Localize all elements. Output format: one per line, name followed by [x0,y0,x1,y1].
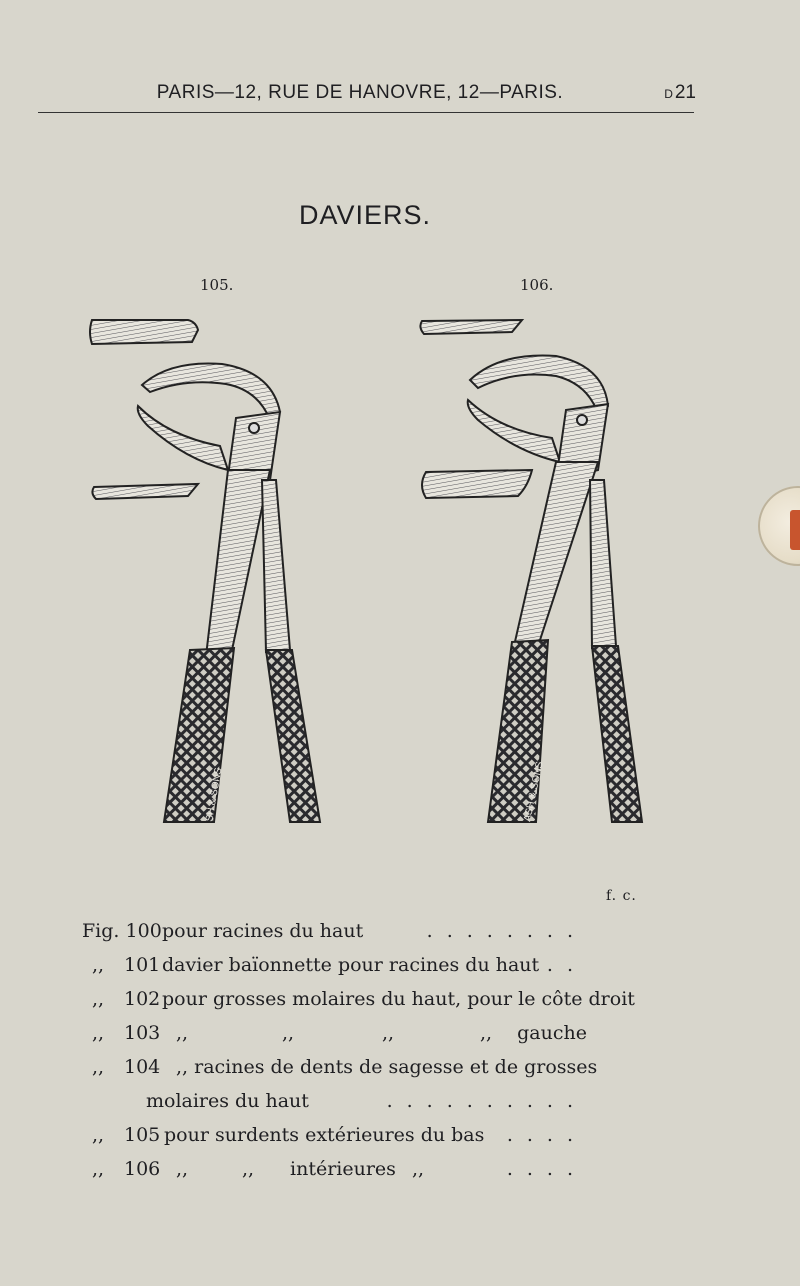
list-item [82,948,587,982]
right-grip-106 [592,646,642,822]
ditto-mark: ,, [480,1022,493,1044]
item-label: ,, [92,954,105,976]
list-item [82,1050,598,1084]
ditto-mark: ,, [242,1158,255,1180]
beak-detail-105-top [90,320,198,344]
pivot-screw-105 [249,423,259,433]
price-column-header: f. c. [606,888,637,904]
ditto-mark: ,, [382,1022,395,1044]
beak-detail-105-bottom [92,484,198,499]
maker-mark-106: ASH & SONS [522,760,546,823]
item-label: ,, [92,1022,105,1044]
left-grip-105 [164,648,234,822]
ditto-mark: ,, [412,1158,425,1180]
item-text: molaires du haut [146,1090,309,1112]
item-label: ,, [92,1124,105,1146]
figure-list [82,914,635,1186]
section-title: DAVIERS. [298,200,432,230]
right-handle-106 [590,480,616,648]
item-text: intérieures [290,1158,396,1180]
item-label: ,, [92,1056,105,1078]
item-text: pour grosses molaires du haut, pour le côte droit [162,988,635,1010]
item-text: ,, racines de dents de sagesse et de grosses [176,1056,598,1078]
list-item [82,1016,587,1050]
dot-leader: .... [506,1158,587,1180]
header-rule [38,112,694,113]
list-item-continuation [82,1084,587,1118]
dot-leader: ........ [426,920,587,942]
figure-number-105: 105. [200,276,234,294]
item-number: 104 [124,1056,161,1078]
ditto-mark: ,, [176,1022,189,1044]
left-handle-105 [206,470,270,656]
list-item [82,1118,587,1152]
item-number: 106 [124,1158,161,1180]
pivot-screw-106 [577,415,587,425]
item-number: 103 [124,1022,161,1044]
list-item [82,914,587,948]
page-number-value: 21 [674,82,696,103]
right-grip-105 [266,650,320,822]
left-grip-106 [488,640,548,822]
item-text: pour racines du haut [162,920,364,942]
item-text: davier baïonnette pour racines du haut [162,954,540,976]
lower-jaw-106 [468,400,560,462]
beak-detail-106-top [420,320,522,334]
lower-jaw-105 [138,406,228,470]
item-number: 101 [124,954,161,976]
ditto-mark: ,, [282,1022,295,1044]
list-item [82,982,635,1016]
forceps-106 [420,320,642,823]
dot-leader: .......... [386,1090,587,1112]
forceps-105 [90,320,320,823]
forceps-illustration [0,300,800,840]
upper-jaw-106 [470,356,608,415]
item-text: gauche [517,1022,587,1044]
beak-detail-106-bottom [422,470,532,498]
ditto-mark: ,, [176,1158,189,1180]
page-prefix: D [664,87,673,101]
item-number: 102 [124,988,161,1010]
upper-jaw-105 [142,363,280,420]
left-handle-106 [514,462,598,646]
item-text: pour surdents extérieures du bas [164,1124,485,1146]
list-item [82,1152,587,1186]
figure-number-106: 106. [520,276,554,294]
item-label: ,, [92,988,105,1010]
item-number: 105 [124,1124,161,1146]
right-handle-105 [262,480,290,652]
dot-leader: .... [506,1124,587,1146]
item-label: Fig. 100 [82,920,162,942]
running-header: PARIS—12, RUE DE HANOVRE, 12—PARIS. [156,82,564,103]
page-number [640,82,696,104]
item-label: ,, [92,1158,105,1180]
sticker-mark [790,510,800,550]
maker-mark-105: SH & SONS [204,766,225,823]
dot-leader: .. [546,954,587,976]
